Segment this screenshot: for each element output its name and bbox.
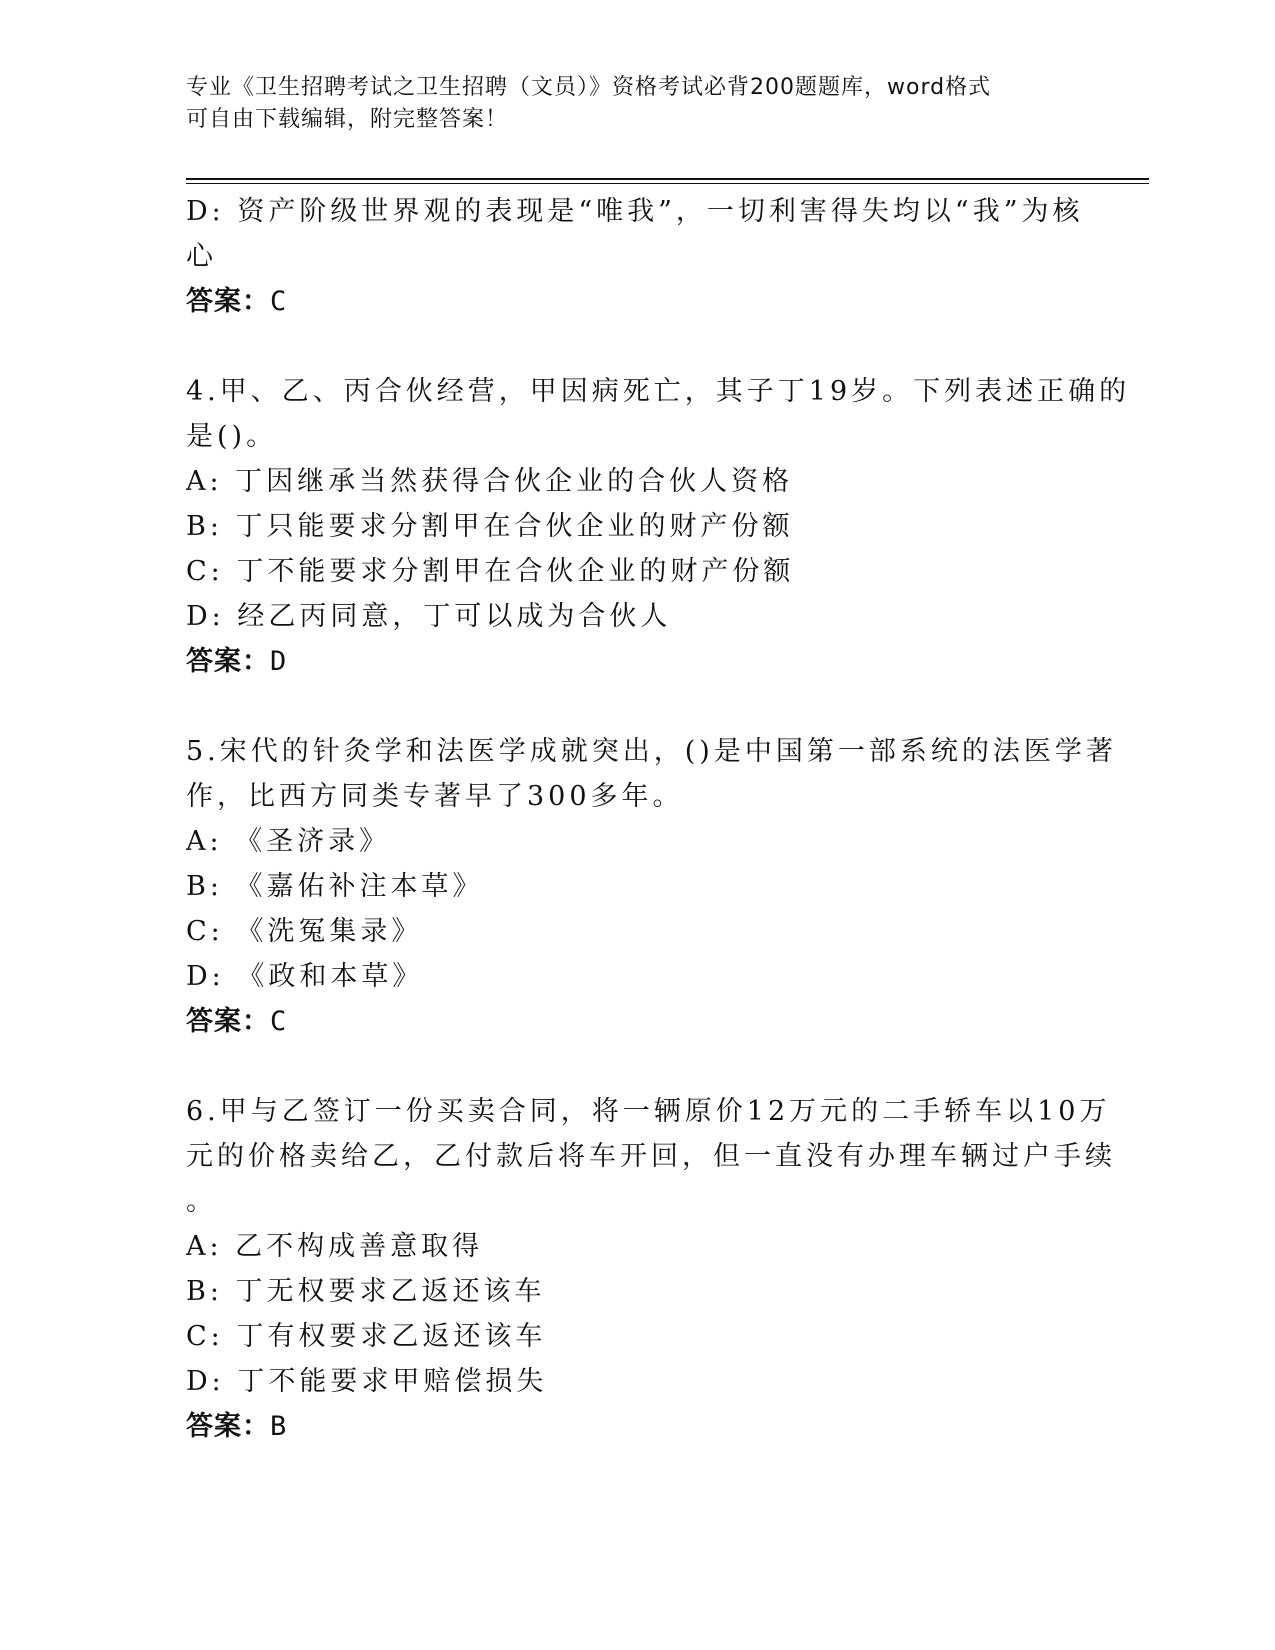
question-3-continued xyxy=(186,189,1084,324)
option-c: C: 《洗冤集录》 xyxy=(186,916,423,947)
answer-line xyxy=(186,639,1076,684)
option-b: B: 丁无权要求乙返还该车 xyxy=(186,1276,546,1307)
question-6 xyxy=(186,1089,1116,1449)
question-title-continued: 是()。 xyxy=(186,421,278,452)
option-c: C: 丁有权要求乙返还该车 xyxy=(186,1321,547,1352)
answer-value: D xyxy=(270,646,288,677)
header-line-1: 专业《卫生招聘考试之卫生招聘（文员）》资格考试必背200题题库，word格式 xyxy=(186,75,992,100)
answer-line xyxy=(186,1404,1076,1449)
question-list xyxy=(186,189,1131,1449)
answer-label: 答案： xyxy=(186,1411,270,1442)
question-title: 5.宋代的针灸学和法医学成就突出，()是中国第一部系统的法医学著 xyxy=(186,736,1117,767)
option-a: A: 丁因继承当然获得合伙企业的合伙人资格 xyxy=(186,466,794,497)
header-line-2: 可自由下载编辑，附完整答案！ xyxy=(186,107,509,132)
option-a: A: 乙不构成善意取得 xyxy=(186,1231,484,1262)
header-divider-thick xyxy=(186,178,1149,180)
option-b: B: 《嘉佑补注本草》 xyxy=(186,871,484,902)
option-b: B: 丁只能要求分割甲在合伙企业的财产份额 xyxy=(186,511,794,542)
question-title: 4.甲、乙、丙合伙经营，甲因病死亡，其子丁19岁。下列表述正确的 xyxy=(186,376,1131,407)
answer-label: 答案： xyxy=(186,646,270,677)
option-d-continued: 心 xyxy=(186,241,217,272)
option-a: A: 《圣济录》 xyxy=(186,826,391,857)
document-header xyxy=(186,72,1086,136)
option-c: C: 丁不能要求分割甲在合伙企业的财产份额 xyxy=(186,556,795,587)
question-title: 6.甲与乙签订一份买卖合同，将一辆原价12万元的二手轿车以10万 xyxy=(186,1096,1111,1127)
answer-line xyxy=(186,279,1076,324)
option-d: D: 《政和本草》 xyxy=(186,961,424,992)
question-title-end: 。 xyxy=(186,1186,217,1217)
question-title-continued: 作，比西方同类专著早了300多年。 xyxy=(186,781,684,812)
option-d: D: 资产阶级世界观的表现是“唯我”，一切利害得失均以“我”为核 xyxy=(186,196,1084,227)
answer-value: C xyxy=(270,286,288,317)
answer-value: C xyxy=(270,1006,288,1037)
answer-label: 答案： xyxy=(186,1006,270,1037)
answer-label: 答案： xyxy=(186,286,270,317)
question-title-continued: 元的价格卖给乙，乙付款后将车开回，但一直没有办理车辆过户手续 xyxy=(186,1141,1116,1172)
answer-line xyxy=(186,999,1076,1044)
header-divider-thin xyxy=(186,183,1149,184)
question-4 xyxy=(186,369,1131,684)
answer-value: B xyxy=(270,1411,288,1442)
question-5 xyxy=(186,729,1117,1044)
option-d: D: 经乙丙同意，丁可以成为合伙人 xyxy=(186,601,672,632)
option-d: D: 丁不能要求甲赔偿损失 xyxy=(186,1366,548,1397)
